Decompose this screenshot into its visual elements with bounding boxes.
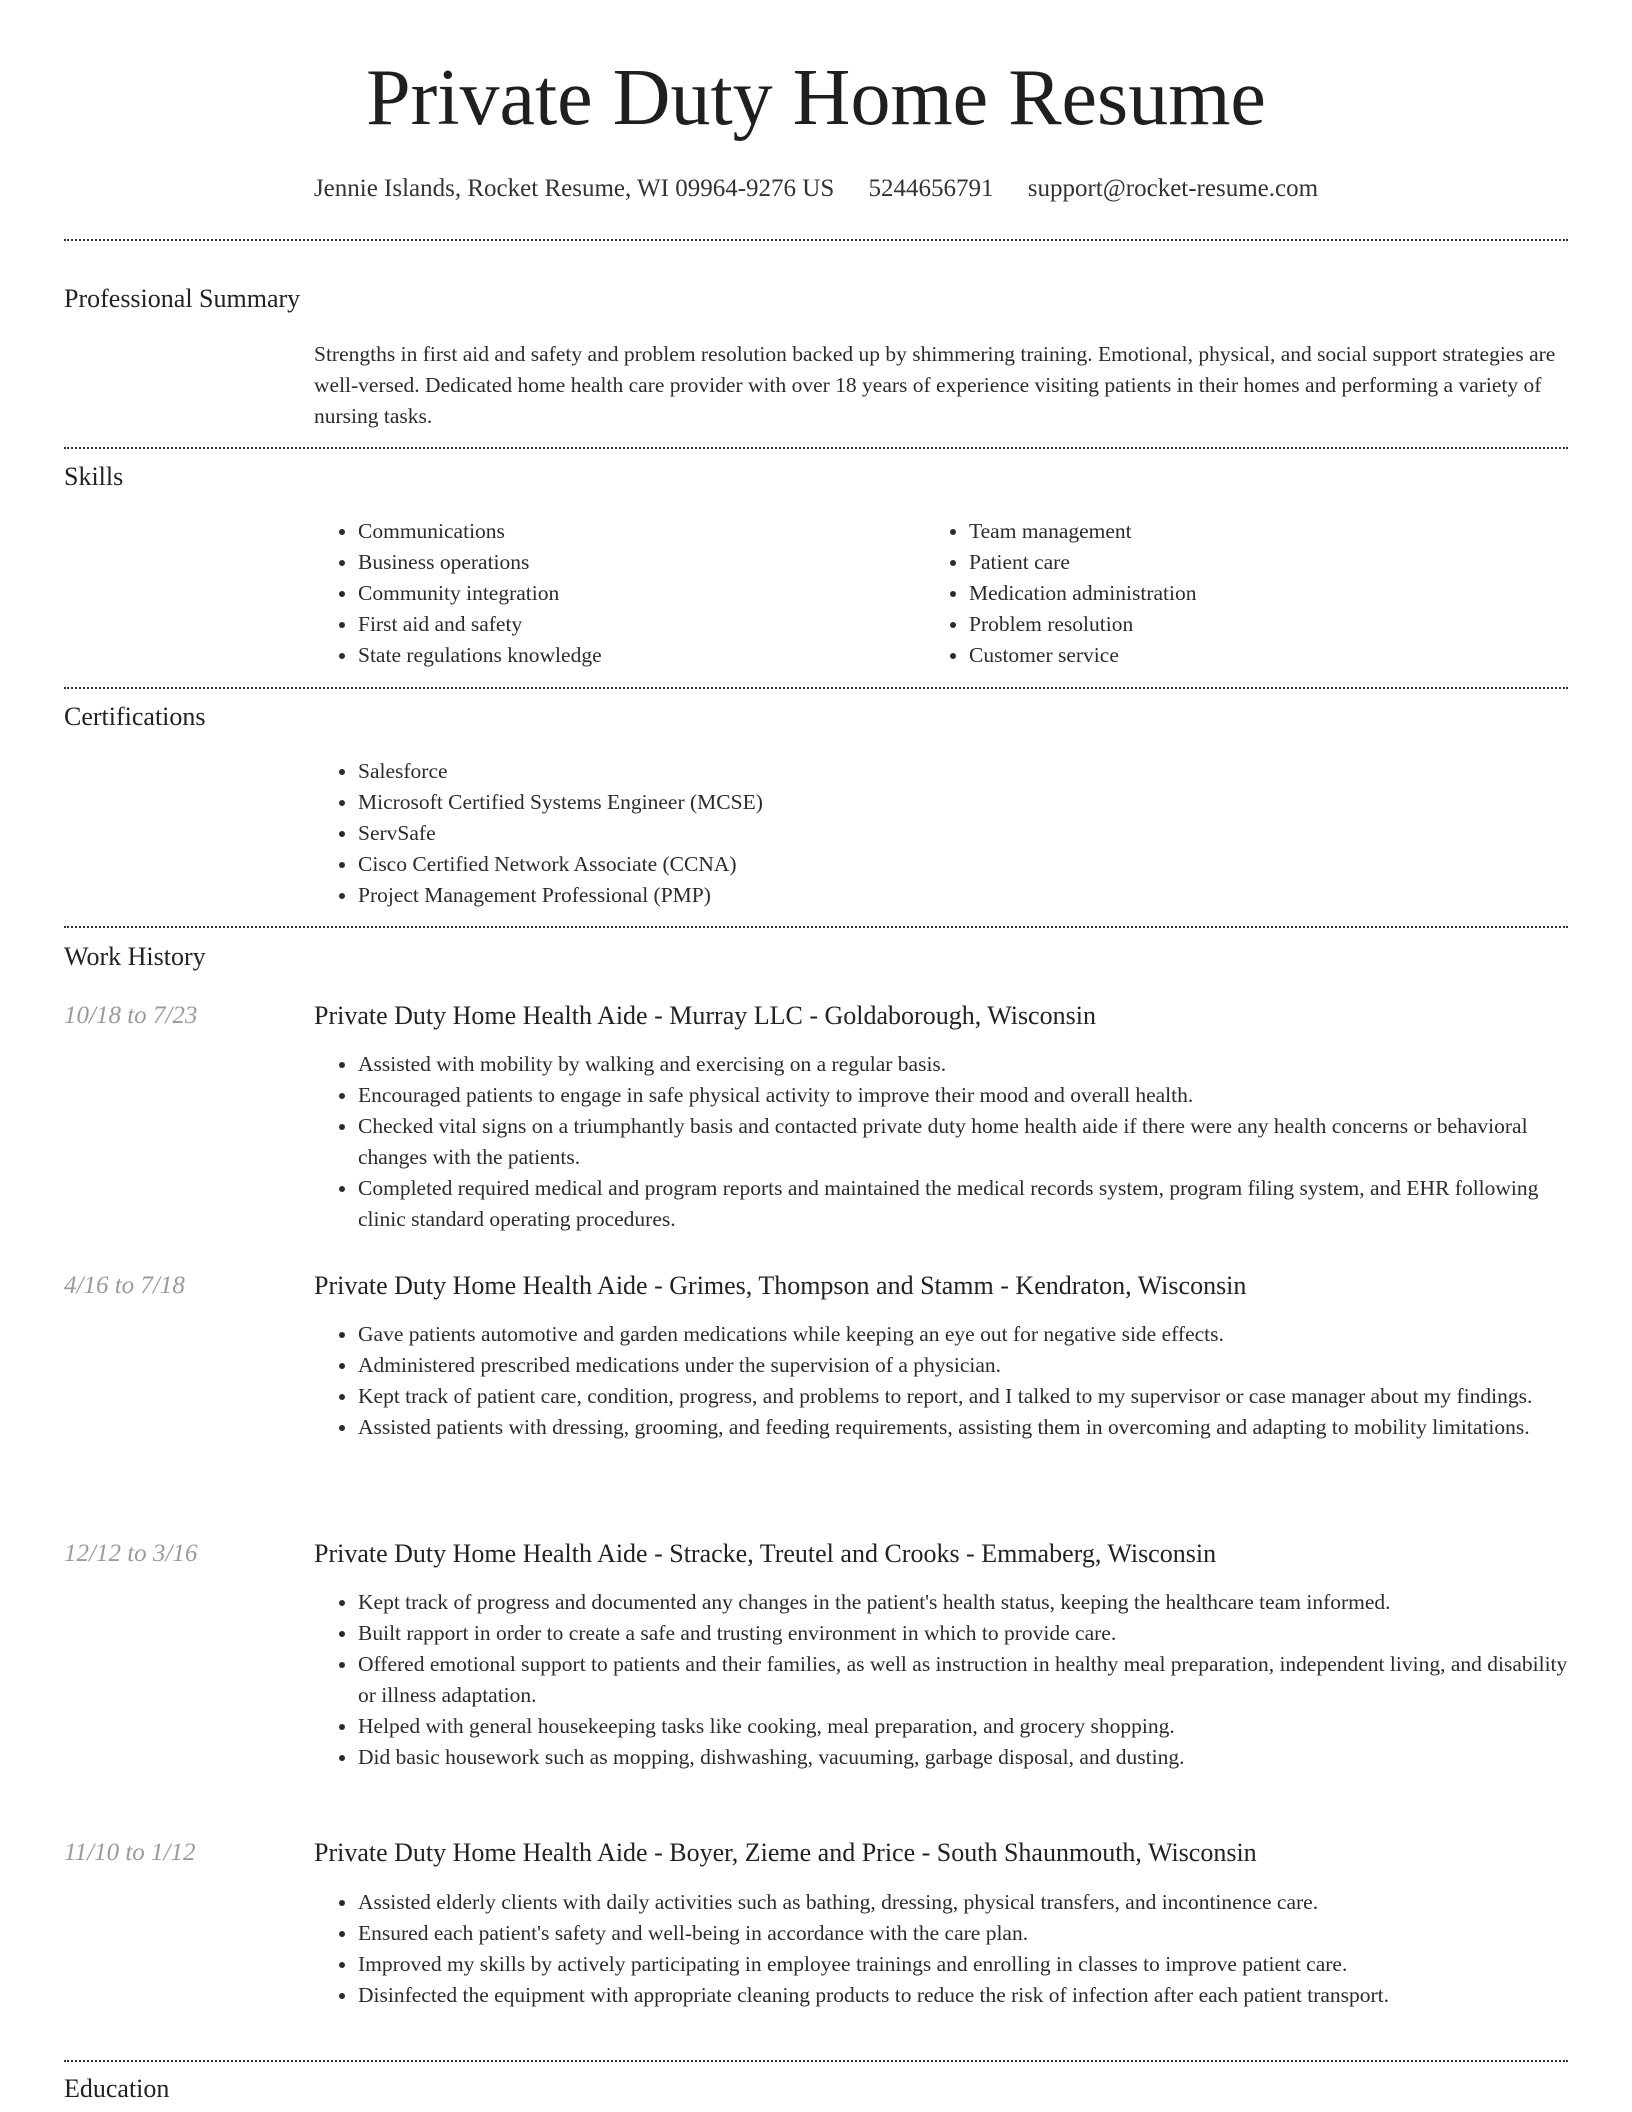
list-item: • Customer service — [969, 640, 1569, 671]
job-dates: 10/18 to 7/23 — [64, 1002, 198, 1029]
section-divider — [64, 687, 1568, 689]
job-bullets — [314, 1319, 1568, 1443]
contact-address: Jennie Islands, Rocket Resume, WI 09964-9276 US — [313, 175, 835, 202]
job-dates: 12/12 to 3/16 — [64, 1540, 198, 1567]
list-item: • Business operations — [358, 547, 918, 578]
list-item: • Built rapport in order to create a safe and trusting environment in which to provide care. — [358, 1618, 1568, 1649]
list-item: • Problem resolution — [969, 609, 1569, 640]
contact-email: support@rocket-resume.com — [1027, 175, 1319, 202]
list-item: • Assisted patients with dressing, grooming, and feeding requirements, assisting them in overcoming and adapting to mobility limitations. — [358, 1412, 1568, 1443]
job-title: Private Duty Home Health Aide - Stracke, Treutel and Crooks - Emmaberg, Wisconsin — [314, 1539, 1217, 1568]
list-item: • Helped with general housekeeping tasks like cooking, meal preparation, and grocery shopping. — [358, 1711, 1568, 1742]
list-item: • Salesforce — [358, 756, 1568, 787]
list-item: • Assisted with mobility by walking and exercising on a regular basis. — [358, 1049, 1568, 1080]
list-item: • State regulations knowledge — [358, 640, 918, 671]
list-item: • Team management — [969, 516, 1569, 547]
list-item: • Kept track of progress and documented any changes in the patient's health status, keeping the healthcare team informed. — [358, 1587, 1568, 1618]
list-item: • Offered emotional support to patients and their families, as well as instruction in healthy meal preparation, independent living, and disability or illness adaptation. — [358, 1649, 1568, 1711]
job-dates: 4/16 to 7/18 — [64, 1272, 185, 1299]
resume-title: Private Duty Home Resume — [366, 54, 1266, 142]
list-item: • Completed required medical and program reports and maintained the medical records system, program filing system, and EHR following clinic standard operating procedures. — [358, 1173, 1568, 1235]
list-item: • Assisted elderly clients with daily activities such as bathing, dressing, physical transfers, and incontinence care. — [358, 1887, 1568, 1918]
contact-line — [0, 172, 1632, 206]
section-divider — [64, 926, 1568, 928]
list-item: • Improved my skills by actively participating in employee trainings and enrolling in classes to improve patient care. — [358, 1949, 1568, 1980]
section-divider — [64, 2060, 1568, 2062]
skills-list-right — [925, 516, 1569, 671]
skills-heading: Skills — [64, 462, 124, 491]
summary-heading: Professional Summary — [64, 284, 301, 313]
job-title: Private Duty Home Health Aide - Grimes, Thompson and Stamm - Kendraton, Wisconsin — [314, 1271, 1247, 1300]
job-title: Private Duty Home Health Aide - Murray LLC - Goldaborough, Wisconsin — [314, 1001, 1096, 1030]
work-history-heading: Work History — [64, 942, 206, 971]
job-dates: 11/10 to 1/12 — [64, 1839, 196, 1866]
list-item: • Cisco Certified Network Associate (CCNA) — [358, 849, 1568, 880]
list-item: • First aid and safety — [358, 609, 918, 640]
list-item: • Medication administration — [969, 578, 1569, 609]
job-bullets — [314, 1887, 1568, 2011]
summary-text: Strengths in first aid and safety and problem resolution backed up by shimmering training. Emotional, physical, and social support strategies are well-versed. Dedicated home health care provider with over 18 years of experience visiting patients in their homes and performing a variety of nursing tasks. — [314, 342, 1556, 428]
list-item: • Administered prescribed medications under the supervision of a physician. — [358, 1350, 1568, 1381]
list-item: • Encouraged patients to engage in safe physical activity to improve their mood and overall health. — [358, 1080, 1568, 1111]
list-item: • Did basic housework such as mopping, dishwashing, vacuuming, garbage disposal, and dusting. — [358, 1742, 1568, 1773]
skills-list-left — [314, 516, 918, 671]
list-item: • Kept track of patient care, condition, progress, and problems to report, and I talked to my supervisor or case manager about my findings. — [358, 1381, 1568, 1412]
education-heading: Education — [64, 2074, 170, 2103]
list-item: • ServSafe — [358, 818, 1568, 849]
list-item: • Patient care — [969, 547, 1569, 578]
list-item: • Project Management Professional (PMP) — [358, 880, 1568, 911]
list-item: • Ensured each patient's safety and well-being in accordance with the care plan. — [358, 1918, 1568, 1949]
list-item: • Microsoft Certified Systems Engineer (MCSE) — [358, 787, 1568, 818]
list-item: • Communications — [358, 516, 918, 547]
section-divider — [64, 447, 1568, 449]
section-divider — [64, 239, 1568, 241]
job-bullets — [314, 1587, 1568, 1773]
certifications-list — [314, 756, 1568, 911]
job-bullets — [314, 1049, 1568, 1235]
list-item: • Disinfected the equipment with appropriate cleaning products to reduce the risk of infection after each patient transport. — [358, 1980, 1568, 2011]
list-item: • Checked vital signs on a triumphantly basis and contacted private duty home health aide if there were any health concerns or behavioral changes with the patients. — [358, 1111, 1568, 1173]
certifications-heading: Certifications — [64, 702, 206, 731]
contact-phone: 5244656791 — [868, 175, 994, 202]
list-item: • Community integration — [358, 578, 918, 609]
job-title: Private Duty Home Health Aide - Boyer, Zieme and Price - South Shaunmouth, Wisconsin — [314, 1838, 1257, 1867]
list-item: • Gave patients automotive and garden medications while keeping an eye out for negative side effects. — [358, 1319, 1568, 1350]
